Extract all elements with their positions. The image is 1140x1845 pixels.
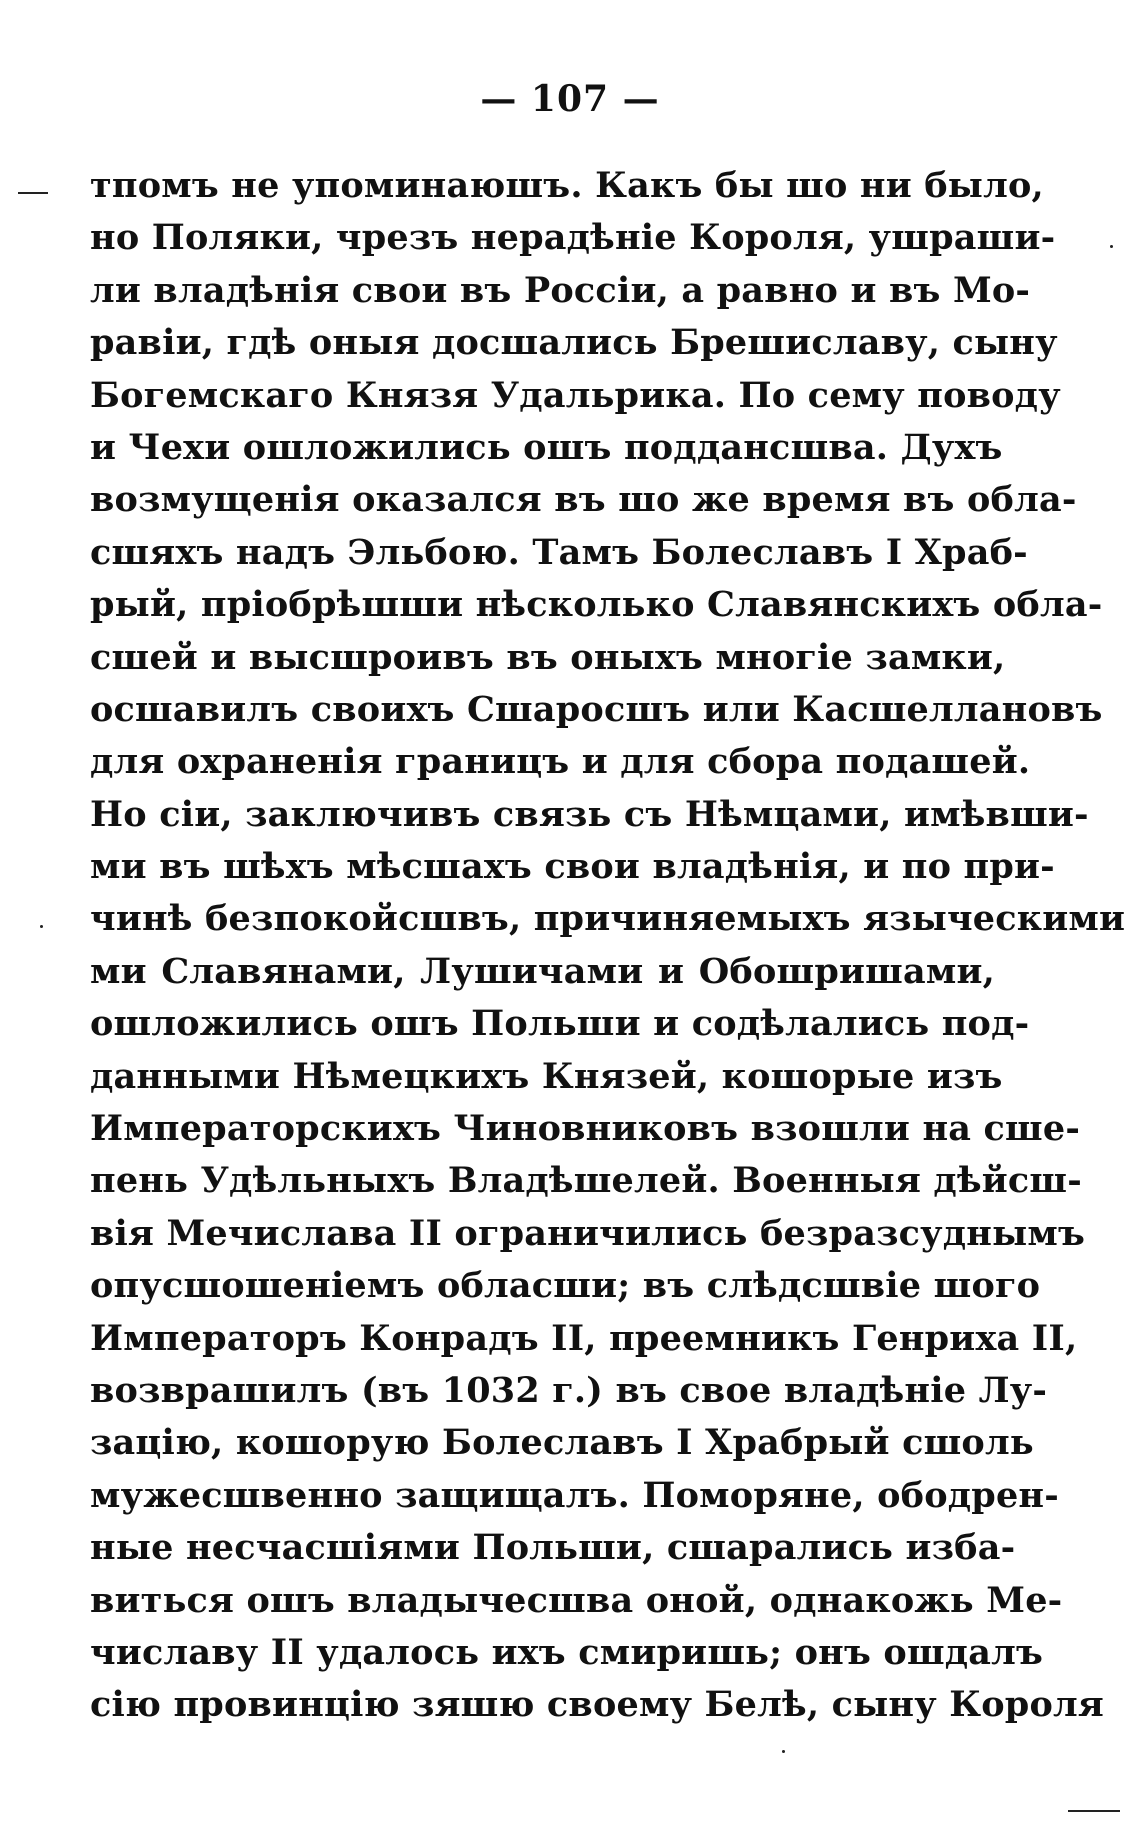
text-line: тпомъ не упоминаюшъ. Какъ бы шо ни было, [90,165,1044,206]
text-line: равіи, гдѣ оныя досшались Брешиславу, сыну [90,322,1058,364]
scan-mark [782,1750,785,1753]
text-line: сшяхъ надъ Эльбою. Тамъ Болеславъ I Храб- [90,531,1028,573]
text-line: вія Мечислава II ограничились безразсуднымъ [90,1212,1086,1254]
text-line: Императоръ Конрадъ II, преемникъ Генриха II, [90,1317,1078,1359]
text-line: виться ошъ владычесшва оной, однакожь Ме- [90,1579,1063,1621]
page-number: — 107 — [480,78,660,120]
text-line: ми въ шѣхъ мѣсшахъ свои владѣнія, и по при- [90,846,1055,888]
text-line: зацію, кошорую Болеславъ I Храбрый сшоль [90,1422,1034,1464]
text-line: возврашилъ (въ 1032 г.) въ свое владѣніе Лу- [90,1369,1048,1411]
text-line: числаву II удалось ихъ смиришь; онъ ошдалъ [90,1631,1044,1673]
text-line: сію провинцію зяшю своему Белѣ, сыну Короля [90,1684,1104,1726]
text-line: мужесшвенно защищалъ. Поморяне, ободрен- [90,1474,1059,1516]
text-line: сшей и высшроивъ въ оныхъ многіе замки, [90,636,1006,678]
text-line: чинѣ безпокойсшвъ, причиняемыхъ языческими [90,898,1126,940]
text-line: Но сіи, заключивъ связь съ Нѣмцами, имѣвши- [90,793,1089,835]
body-text [90,160,1126,1732]
text-line: Богемскаго Князя Удальрика. По сему поводу [90,374,1061,416]
text-line: ли владѣнія свои въ Россіи, а равно и въ Мо- [90,269,1031,311]
scan-mark [18,192,48,194]
scan-mark [1110,245,1113,248]
text-line: Императорскихъ Чиновниковъ взошли на сше- [90,1108,1081,1150]
scan-mark [1068,1810,1120,1812]
text-line: ные несчасшіями Польши, сшарались изба- [90,1527,1016,1569]
text-line: данными Нѣмецкихъ Князей, кошорые изъ [90,1055,1003,1097]
text-line: ми Славянами, Лушичами и Обошришами, [90,950,995,992]
scan-mark [40,925,43,928]
text-line: пень Удѣльныхъ Владѣшелей. Военныя дѣйсш- [90,1160,1082,1202]
text-line: для охраненія границъ и для сбора подашей. [90,741,1031,783]
text-line: ошложились ошъ Польши и содѣлались под- [90,1003,1030,1045]
text-line: и Чехи ошложились ошъ поддансшва. Духъ [90,426,1003,468]
text-line: но Поляки, чрезъ нерадѣніе Короля, ушраши- [90,217,1056,259]
text-line: опусшошеніемъ обласши; въ слѣдсшвіе шого [90,1265,1041,1307]
text-line: возмущенія оказался въ шо же время въ обла- [90,479,1077,521]
text-line: рый, пріобрѣшши нѣсколько Славянскихъ обла- [90,584,1103,626]
text-line: осшавилъ своихъ Сшаросшъ или Касшеллановъ [90,688,1103,730]
